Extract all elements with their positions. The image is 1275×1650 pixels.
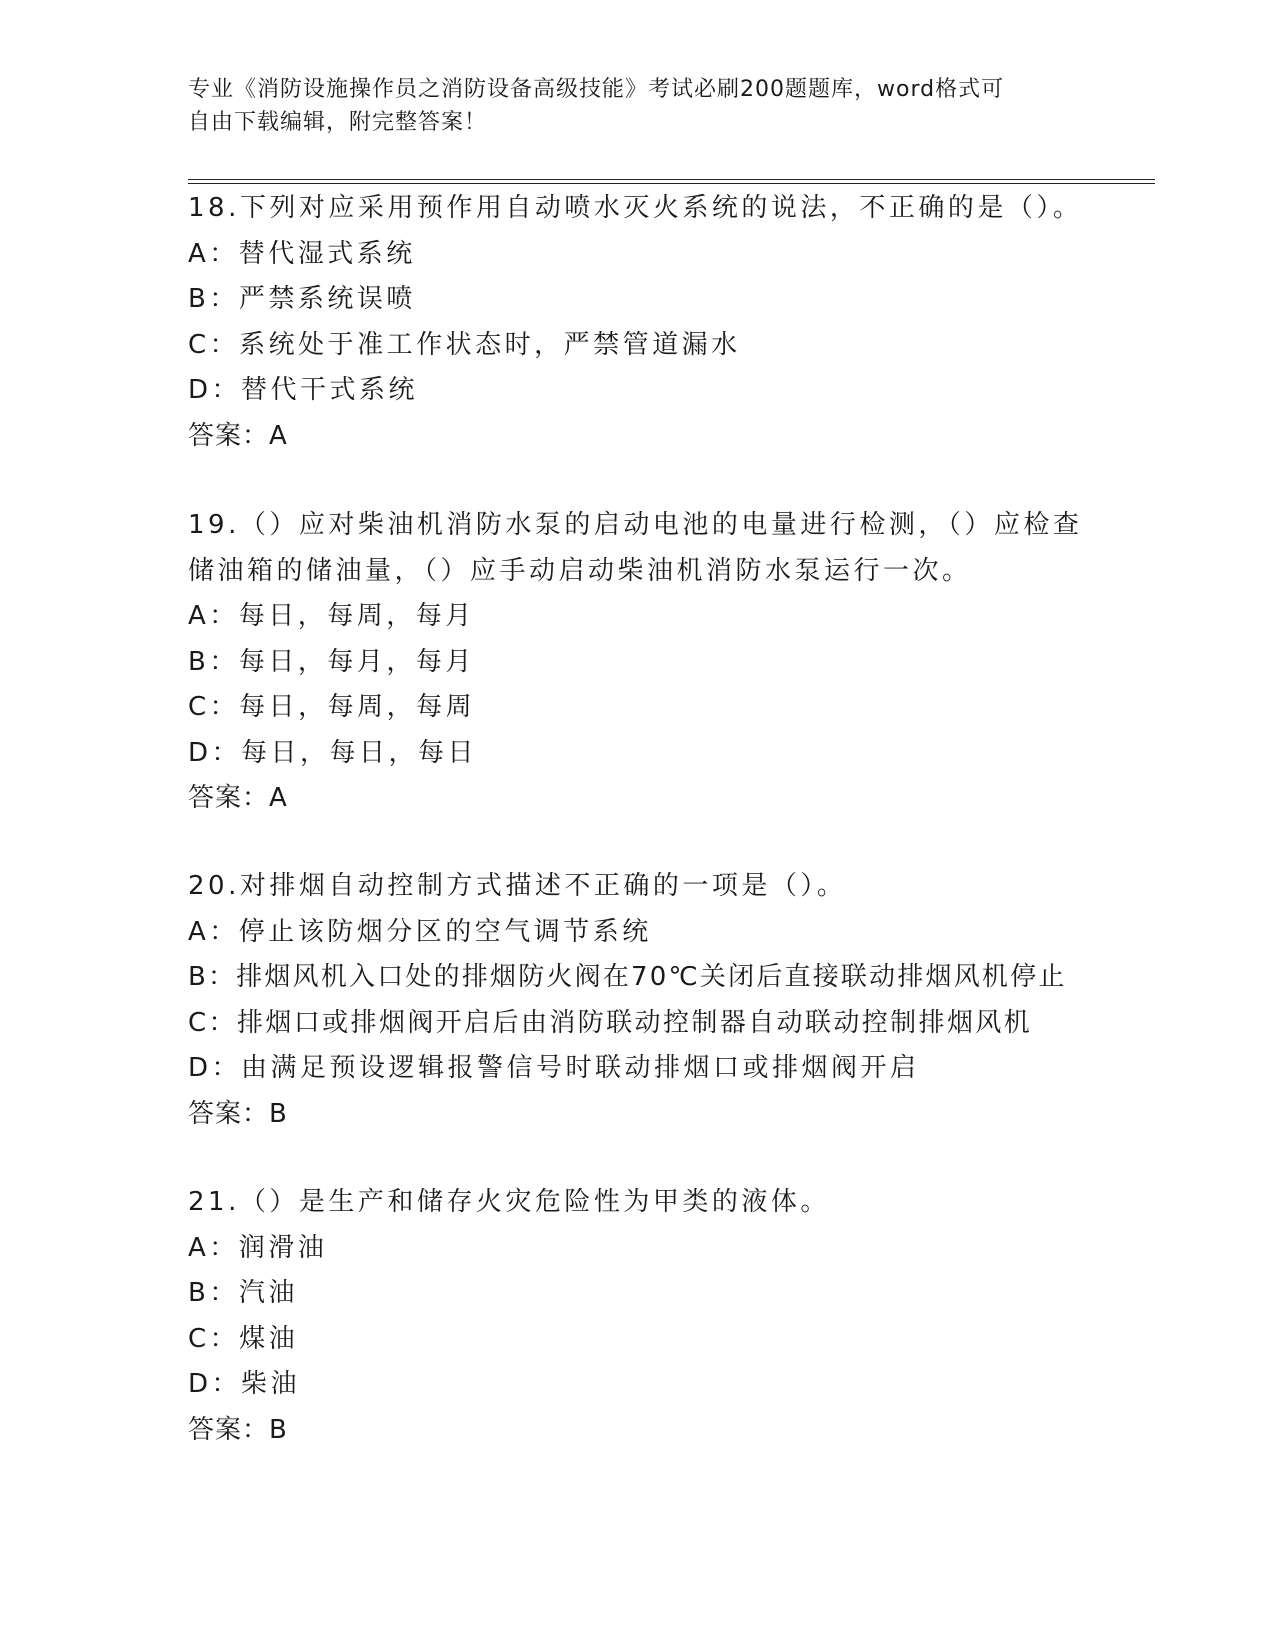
answer: 答案：A bbox=[188, 420, 288, 451]
option-d: D：替代干式系统 bbox=[188, 375, 419, 405]
answer: 答案：A bbox=[188, 783, 288, 813]
question-stem-line-1: 19.（）应对柴油机消防水泵的启动电池的电量进行检测，（）应检查 bbox=[188, 510, 1083, 540]
header-line-1: 专业《消防设施操作员之消防设备高级技能》考试必刷200题题库，word格式可 bbox=[188, 77, 1005, 102]
option-c: C：排烟口或排烟阀开启后由消防联动控制器自动联动控制排烟风机 bbox=[188, 1007, 1033, 1038]
option-d: D：每日，每日，每日 bbox=[188, 737, 478, 768]
option-b: B：汽油 bbox=[188, 1278, 298, 1308]
option-a: A：停止该防烟分区的空气调节系统 bbox=[188, 916, 652, 947]
option-a: A：润滑油 bbox=[188, 1232, 328, 1263]
option-b: B：排烟风机入口处的排烟防火阀在70℃关闭后直接联动排烟风机停止 bbox=[188, 962, 1067, 992]
question-stem: 20.对排烟自动控制方式描述不正确的一项是（）。 bbox=[188, 871, 847, 901]
question-19 bbox=[188, 503, 1108, 822]
question-stem-line-2: 储油箱的储油量，（）应手动启动柴油机消防水泵运行一次。 bbox=[188, 555, 972, 586]
header-line-2: 自由下载编辑，附完整答案！ bbox=[188, 110, 488, 135]
answer: 答案：B bbox=[188, 1414, 288, 1445]
option-c: C：煤油 bbox=[188, 1323, 299, 1354]
option-c: C：每日，每周，每周 bbox=[188, 692, 476, 722]
option-b: B：每日，每月，每月 bbox=[188, 646, 475, 677]
answer: 答案：B bbox=[188, 1098, 288, 1129]
question-20 bbox=[188, 864, 1108, 1137]
question-21 bbox=[188, 1180, 1108, 1453]
document-header bbox=[188, 73, 1088, 139]
option-d: D：柴油 bbox=[188, 1369, 301, 1399]
option-a: A：替代湿式系统 bbox=[188, 238, 416, 269]
question-stem: 18.下列对应采用预作用自动喷水灭火系统的说法，不正确的是（）。 bbox=[188, 193, 1083, 223]
header-divider-bottom bbox=[188, 183, 1155, 184]
option-a: A：每日，每周，每月 bbox=[188, 601, 475, 631]
question-18 bbox=[188, 186, 1108, 459]
option-c: C：系统处于准工作状态时，严禁管道漏水 bbox=[188, 329, 741, 360]
option-d: D：由满足预设逻辑报警信号时联动排烟口或排烟阀开启 bbox=[188, 1053, 920, 1083]
option-b: B：严禁系统误喷 bbox=[188, 284, 416, 314]
question-stem: 21.（）是生产和储存火灾危险性为甲类的液体。 bbox=[188, 1187, 830, 1217]
header-divider-top bbox=[188, 179, 1155, 180]
